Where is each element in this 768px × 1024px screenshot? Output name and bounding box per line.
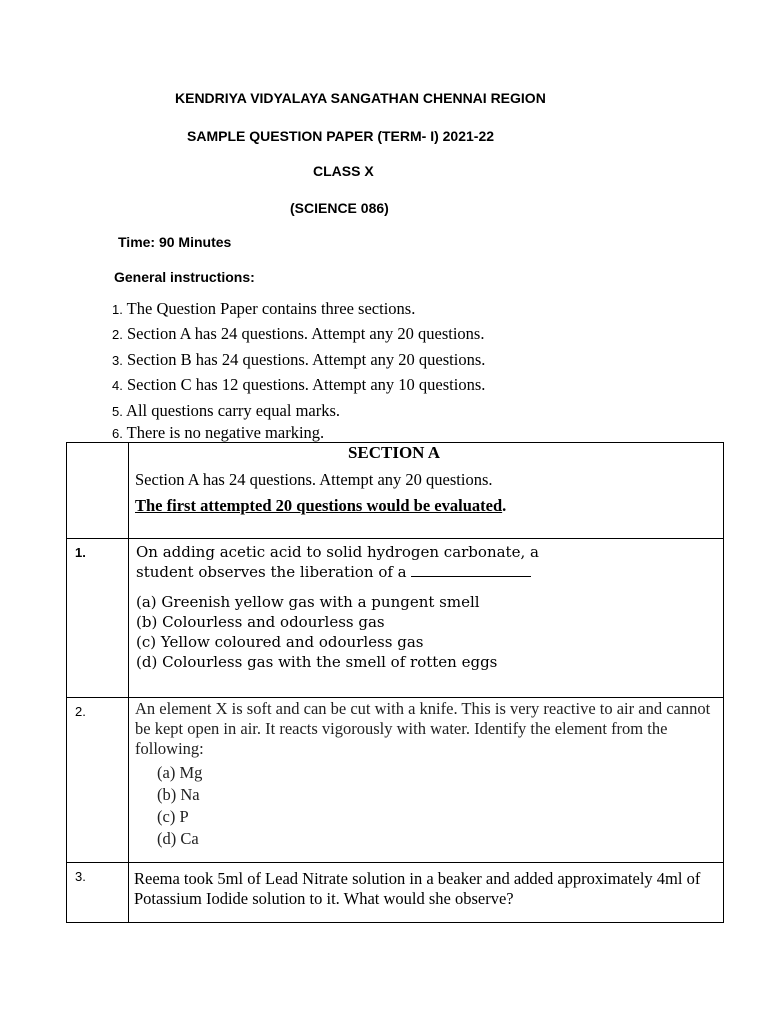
instruction-text: Section B has 24 questions. Attempt any 20 questions. — [122, 350, 486, 369]
question-row — [67, 698, 724, 863]
instruction-number: 2. — [112, 327, 123, 342]
question-row — [67, 539, 724, 698]
question-stem-line: On adding acetic acid to solid hydrogen carbonate, a — [136, 543, 539, 561]
option: (a) Mg — [157, 763, 203, 782]
instruction-number: 4. — [112, 378, 123, 393]
instruction-text: The Question Paper contains three sections. — [122, 299, 416, 318]
section-title: SECTION A — [347, 443, 441, 462]
question-stem-text: student observes the liberation of a — [136, 563, 412, 581]
instructions-heading: General instructions: — [114, 269, 255, 285]
question-number: 1. — [67, 539, 129, 698]
section-info-cell — [129, 443, 724, 539]
instruction-item — [112, 423, 324, 443]
instruction-text: All questions carry equal marks. — [122, 401, 341, 420]
organization-heading: KENDRIYA VIDYALAYA SANGATHAN CHENNAI REGION — [175, 90, 546, 106]
question-body — [129, 539, 724, 698]
instruction-text: Section C has 12 questions. Attempt any 10 questions. — [122, 375, 486, 394]
instruction-number: 5. — [112, 404, 123, 419]
evaluation-note-suffix: . — [502, 496, 507, 515]
question-stem: Reema took 5ml of Lead Nitrate solution in a beaker and added approximately 4ml of Potassium Iodide solution to it. What would she observe? — [134, 869, 701, 908]
instruction-item — [112, 375, 485, 395]
instruction-number: 3. — [112, 353, 123, 368]
question-number: 2. — [67, 698, 129, 863]
question-body — [129, 698, 724, 863]
class-heading: CLASS X — [313, 163, 374, 179]
option: (d) Ca — [157, 829, 199, 848]
answer-blank — [411, 562, 531, 577]
option: (d) Colourless gas with the smell of rotten eggs — [136, 653, 498, 671]
instruction-item — [112, 401, 340, 421]
question-body — [129, 863, 724, 923]
options-list — [135, 762, 723, 850]
instruction-number: 1. — [112, 302, 123, 317]
time-allowed: Time: 90 Minutes — [118, 234, 232, 250]
exam-title: SAMPLE QUESTION PAPER (TERM- I) 2021-22 — [187, 128, 495, 144]
section-header-row — [67, 443, 724, 539]
option: (c) Yellow coloured and odourless gas — [136, 633, 424, 651]
option: (b) Colourless and odourless gas — [136, 613, 385, 631]
question-stem — [136, 542, 723, 582]
instruction-text: There is no negative marking. — [122, 423, 325, 442]
option: (a) Greenish yellow gas with a pungent smell — [136, 593, 480, 611]
question-row — [67, 863, 724, 923]
question-stem-line — [136, 562, 723, 582]
instruction-item — [112, 324, 484, 344]
evaluation-note-text: The first attempted 20 questions would be evaluated — [135, 496, 503, 515]
option: (b) Na — [157, 785, 200, 804]
instruction-text: Section A has 24 questions. Attempt any 20 questions. — [122, 324, 485, 343]
question-stem: An element X is soft and can be cut with a knife. This is very reactive to air and cannot be kept open in air. It reacts vigorously with water. Identify the element from the following: — [135, 699, 711, 758]
option: (c) P — [157, 807, 189, 826]
questions-table — [66, 442, 724, 923]
section-instruction: Section A has 24 questions. Attempt any 20 questions. — [135, 470, 493, 489]
question-number: 3. — [67, 863, 129, 923]
evaluation-note — [135, 497, 723, 515]
instruction-item — [112, 350, 485, 370]
instruction-item — [112, 299, 415, 319]
subject-heading: (SCIENCE 086) — [290, 200, 389, 216]
instruction-number: 6. — [112, 426, 123, 441]
